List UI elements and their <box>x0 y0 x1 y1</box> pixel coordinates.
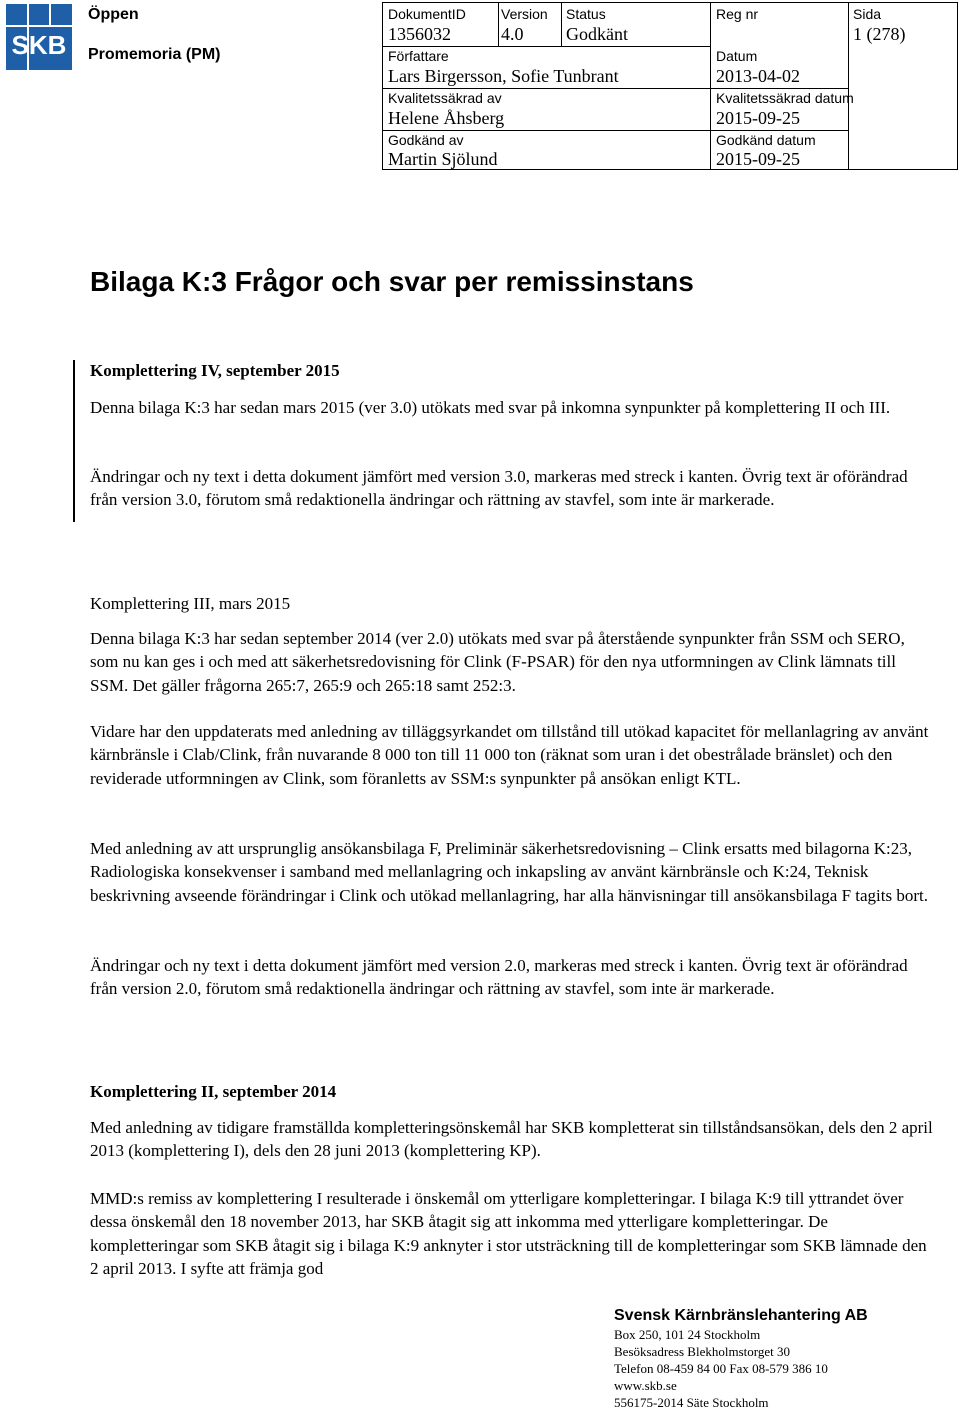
datum-value: 2013-04-02 <box>716 66 800 86</box>
skb-logo <box>6 4 72 70</box>
paragraph: Med anledning av att ursprunglig ansökansbilaga F, Preliminär säkerhetsredovisning – Clink ersatts med bilagorna K:23, Radiologiska konsekvenser i samband med mellanlagring och inkapsling av använt kärnbränsle och K:24, Teknisk beskrivning avseende förändringar i Clink och utökad mellanlagring, har alla hänvisningar till ansökansbilaga F tagits bort. <box>90 839 928 905</box>
kvalitetssakrad-av-label: Kvalitetssäkrad av <box>388 90 502 106</box>
sida-label: Sida <box>853 6 882 22</box>
logo-text: SKB <box>11 30 67 60</box>
status-label: Status <box>566 6 606 22</box>
visiting-address: Besöksadress Blekholmstorget 30 <box>614 1344 790 1359</box>
metadata-table <box>382 2 958 170</box>
paragraph: Med anledning av tidigare framställda kompletteringsönskemål har SKB kompletterat sin tillståndsansökan, dels den 2 april 2013 (komplettering I), dels den 28 juni 2013 (komplettering KP). <box>90 1118 933 1161</box>
section-heading-komplettering-ii: Komplettering II, september 2014 <box>90 1082 337 1101</box>
change-bar <box>73 360 75 522</box>
paragraph: Ändringar och ny text i detta dokument jämfört med version 3.0, markeras med streck i kanten. Övrig text är oförändrad från version 3.0, förutom små redaktionella ändringar och rättning av stavfel, som inte är markerade. <box>90 467 908 510</box>
dokumentid-label: DokumentID <box>388 6 466 22</box>
paragraph: MMD:s remiss av komplettering I resulterade i önskemål om ytterligare kompletteringar. I bilaga K:9 till yttrandet över dessa önskemål den 18 november 2013, har SKB åtagit sig att inkomma med ytterligare kompletteringar. De kompletteringar som SKB åtagit sig i bilaga K:9 anknyter i stor utsträckning till de kompletteringar som SKB lämnade den 2 april 2013. I syfte att främja god <box>90 1189 927 1279</box>
paragraph: Vidare har den uppdaterats med anledning av tilläggsyrkandet om tillstånd till utökad kapacitet för mellanlagring av använt kärnbränsle i Clab/Clink, från nuvarande 8 000 ton till 11 000 ton (räknat som uran i det obestrålade bränslet) och den reviderade utformningen av Clink, som föranletts av SSM:s synpunkter på ansökan enligt KTL. <box>90 722 929 788</box>
godkand-datum-label: Godkänd datum <box>716 132 816 148</box>
forfattare-label: Författare <box>388 48 449 64</box>
phone-fax: Telefon 08-459 84 00 Fax 08-579 386 10 <box>614 1361 828 1376</box>
dokumentid-value: 1356032 <box>388 24 451 44</box>
document-type: Promemoria (PM) <box>88 46 221 63</box>
regnr-label: Reg nr <box>716 6 759 22</box>
version-value: 4.0 <box>501 24 524 44</box>
godkand-datum-value: 2015-09-25 <box>716 149 800 169</box>
paragraph: Denna bilaga K:3 har sedan september 2014 (ver 2.0) utökats med svar på återstående synpunkter från SSM och SERO, som nu kan ges i och med att säkerhetsredovisning för Clink (F-PSAR) för den nya utformningen av Clink lämnats till SSM. Det gäller frågorna 265:7, 265:9 och 265:18 samt 252:3. <box>90 629 905 695</box>
org-number: 556175-2014 Säte Stockholm <box>614 1395 769 1410</box>
godkand-av-label: Godkänd av <box>388 132 464 148</box>
kvalitetssakrad-datum-value: 2015-09-25 <box>716 108 800 128</box>
classification: Öppen <box>88 6 139 23</box>
sida-value: 1 (278) <box>853 24 906 44</box>
forfattare-value: Lars Birgersson, Sofie Tunbrant <box>388 66 619 86</box>
company-name: Svensk Kärnbränslehantering AB <box>614 1307 868 1324</box>
datum-label: Datum <box>716 48 758 64</box>
kvalitetssakrad-datum-label: Kvalitetssäkrad datum <box>716 90 854 106</box>
paragraph: Ändringar och ny text i detta dokument jämfört med version 2.0, markeras med streck i kanten. Övrig text är oförändrad från version 2.0, förutom små redaktionella ändringar och rättning av stavfel, som inte är markerade. <box>90 956 908 999</box>
section-heading-komplettering-iii: Komplettering III, mars 2015 <box>90 594 291 613</box>
version-label: Version <box>501 6 548 22</box>
postal-address: Box 250, 101 24 Stockholm <box>614 1327 761 1342</box>
document-title: Bilaga K:3 Frågor och svar per remissinstans <box>90 266 694 297</box>
company-footer <box>614 1305 944 1411</box>
godkand-av-value: Martin Sjölund <box>388 149 498 169</box>
kvalitetssakrad-av-value: Helene Åhsberg <box>388 108 505 128</box>
website-link[interactable]: www.skb.se <box>614 1378 677 1393</box>
section-heading-komplettering-iv: Komplettering IV, september 2015 <box>90 361 340 380</box>
skb-logo-mark <box>6 4 72 70</box>
status-value: Godkänt <box>566 24 628 44</box>
paragraph: Denna bilaga K:3 har sedan mars 2015 (ver 3.0) utökats med svar på inkomna synpunkter på komplettering II och III. <box>90 398 891 417</box>
